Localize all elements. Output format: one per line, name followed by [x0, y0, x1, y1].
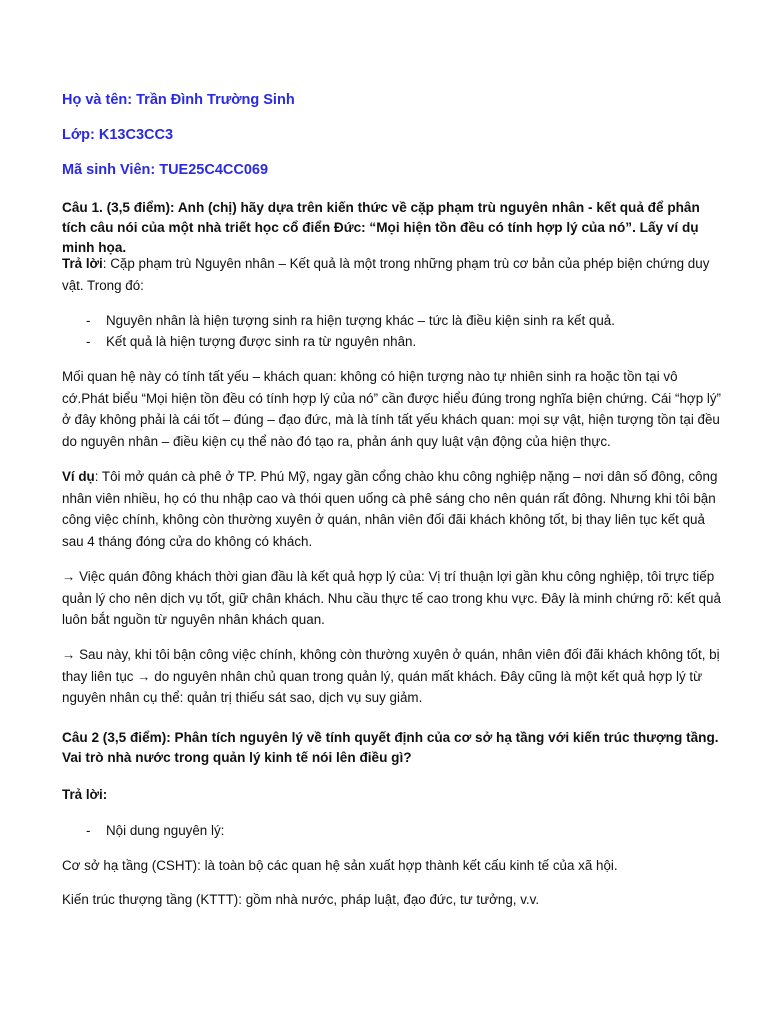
q1-arrow-paragraph-1: → Việc quán đông khách thời gian đầu là kết quả hợp lý của: Vị trí thuận lợi gần khu công nghiệp, tôi trực tiếp quản lý cho nên dịch vụ tốt, giữ chân khách. Nhu cầu thực tế cao trong khu vực. Đây là minh chứng rõ: kết quả luôn bắt nguồn từ nguyên nhân khách quan. [62, 569, 721, 627]
q1-answer-intro [62, 253, 722, 296]
q1-example-label: Ví dụ [62, 469, 95, 484]
q1-example-text: : Tôi mở quán cà phê ở TP. Phú Mỹ, ngay gần cổng chào khu công nghiệp nặng – nơi dân số đông, công nhân viên nhiều, họ có thu nhập cao và thói quen uống cà phê sáng cho nên quán rất đông. Nhưng khi tôi bận công việc chính, không còn thường xuyên ở quán, nhân viên đối đãi khách không tốt, bị thay liên tục kết quả sau 4 tháng đóng cửa do không có khách. [62, 469, 718, 549]
q1-relation-paragraph: Mối quan hệ này có tính tất yếu – khách quan: không có hiện tượng nào tự nhiên sinh ra hoặc tồn tại vô cớ.Phát biểu “Mọi hiện tồn đều có tính hợp lý của nó” cần được hiểu đúng trong nghĩa biện chứng. Cái “hợp lý” ở đây không phải là cái tốt – đúng – đạo đức, mà là tính tất yếu khách quan: mọi sự vật, hiện tượng tồn tại đều do nguyên nhân – điều kiện cụ thể nào đó tạo ra, phản ánh quy luật vận động của hiện thực. [62, 369, 721, 449]
q2-infrastructure-definition: Cơ sở hạ tầng (CSHT): là toàn bộ các quan hệ sản xuất hợp thành kết cấu kinh tế của xã hội. [62, 858, 618, 873]
bullet-dash: - [86, 313, 91, 328]
q1-arrow-paragraph-2: → Sau này, khi tôi bận công việc chính, không còn thường xuyên ở quán, nhân viên đối đãi khách không tốt, bị thay liên tục → do nguyên nhân chủ quan trong quản lý, quán mất khách. Đây cũng là một kết quả hợp lý từ nguyên nhân cụ thể: quản trị thiếu sát sao, dịch vụ suy giảm. [62, 647, 720, 705]
q2-bullet-content-text: Nội dung nguyên lý: [106, 823, 225, 838]
student-id: Mã sinh Viên: TUE25C4CC069 [62, 162, 269, 178]
question-1-title: Câu 1. (3,5 điểm): Anh (chị) hãy dựa trên kiến thức về cặp phạm trù nguyên nhân - kết quả để phân tích câu nói của một nhà triết học cổ điển Đức: “Mọi hiện tồn đều có tính hợp lý của nó”. Lấy ví dụ minh họa. [62, 200, 700, 255]
bullet-dash: - [86, 823, 91, 838]
q1-example-paragraph [62, 466, 722, 552]
q1-bullet-cause-text: Nguyên nhân là hiện tượng sinh ra hiện tượng khác – tức là điều kiện sinh ra kết quả. [106, 313, 615, 328]
q2-superstructure-definition: Kiến trúc thượng tầng (KTTT): gồm nhà nước, pháp luật, đạo đức, tư tưởng, v.v. [62, 892, 540, 907]
student-class: Lớp: K13C3CC3 [62, 127, 174, 143]
bullet-dash: - [86, 334, 91, 349]
q1-bullet-effect-text: Kết quả là hiện tượng được sinh ra từ nguyên nhân. [106, 334, 417, 349]
q1-answer-label: Trả lời [62, 256, 103, 271]
question-2-title: Câu 2 (3,5 điểm): Phân tích nguyên lý về tính quyết định của cơ sở hạ tầng với kiến trúc thượng tầng. Vai trò nhà nước trong quản lý kinh tế nói lên điều gì? [62, 730, 719, 765]
q1-answer-intro-text: : Cặp phạm trù Nguyên nhân – Kết quả là một trong những phạm trù cơ bản của phép biện chứng duy vật. Trong đó: [62, 256, 710, 293]
q2-answer-label: Trả lời: [62, 787, 108, 802]
student-name: Họ và tên: Trần Đình Trường Sinh [62, 92, 295, 108]
